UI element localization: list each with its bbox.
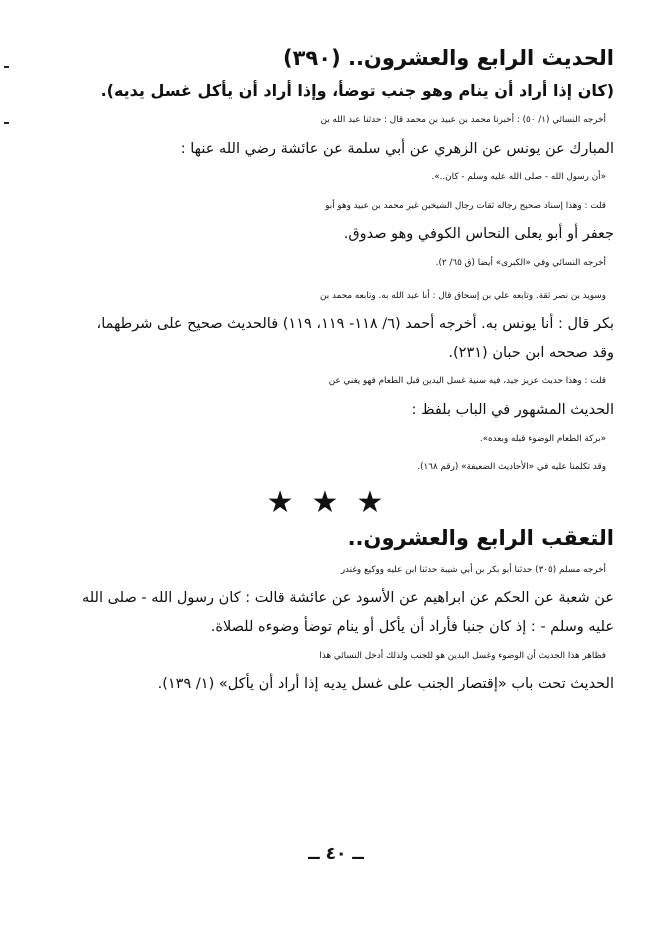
section-heading-taaqqub-24: التعقب الرابع والعشرون..	[347, 525, 614, 550]
text-line: الحديث المشهور في الباب بلفظ :	[411, 401, 614, 418]
paragraph-fiqh-note	[36, 367, 614, 424]
section-separator-stars: ★★★	[266, 484, 402, 520]
text-line: أخرجه مسلم (٣٠٥) حدثنا أبو بكر بن أبي شيبة حدثنا ابن عليه ووكيع وغندر	[340, 564, 606, 575]
text-line: وسويد بن نصر ثقة. وتابعه علي بن إسحاق قال : أنا عبد الله به. وتابعه محمد بن	[320, 290, 606, 301]
margin-mark-top	[4, 66, 9, 68]
hadith-quote: «بركة الطعام الوضوء قبله وبعده».	[479, 433, 606, 444]
paragraph-mutabaat	[36, 282, 614, 368]
paragraph-daifa-reference: وقد تكلمنا عليه في «الأحاديث الضعيفة» (رقم ١٦٨).	[417, 462, 606, 473]
hadith-title: (كان إذا أراد أن ينام وهو جنب توضأ، وإذا أراد أن يأكل غسل يديه).	[100, 81, 614, 100]
paragraph-muslim-takhrij	[36, 556, 614, 642]
paragraph-kubra: أخرجه النسائي وفي «الكبرى» أيضا (ق ٦٥/ ٢).	[435, 257, 606, 268]
text-line: المبارك عن يونس عن الزهري عن أبي سلمة عن عائشة رضي الله عنها :	[180, 140, 614, 157]
text-line: قلت : وهذا إسناد صحيح رجاله ثقات رجال الشيخين غير محمد بن عبيد وهو أبو	[325, 200, 606, 211]
text-line: الحديث تحت باب «إقتصار الجنب على غسل يديه إذا أراد أن يأكل» (١/ ١٣٩).	[157, 676, 614, 693]
text-line: وقد صححه ابن حبان (٢٣١).	[448, 344, 614, 361]
text-line: بكر قال : أنا يونس به. أخرجه أحمد (٦/ ١١٨- ١١٩، ١١٩) فالحديث صحيح على شرطهما،	[96, 316, 614, 333]
text-line: عليه وسلم - : إذ كان جنبا فأراد أن يأكل أو ينام توضأ وضوءه للصلاة.	[210, 618, 614, 635]
paragraph-isnad-comment	[36, 192, 614, 249]
page-content	[36, 40, 614, 699]
paragraph-conclusion	[36, 642, 614, 699]
text-line: أخرجه النسائي (١/ ٥٠) : أخبرنا محمد بن عبيد بن محمد قال : حدثنا عبد الله بن	[320, 115, 606, 125]
hadith-quote: «أن رسول الله - صلى الله عليه وسلم - كان..».	[431, 172, 606, 183]
text-line: فظاهر هذا الحديث أن الوضوء وغسل اليدين هو للجنب ولذلك أدخل النسائي هذا	[319, 650, 606, 661]
paragraph-takhrij-nasai	[36, 106, 614, 163]
text-line: جعفر أو أبو يعلى النحاس الكوفي وهو صدوق.	[343, 226, 614, 243]
page-number: ــ ٤٠ ــ	[308, 844, 364, 864]
section-heading-hadith-24: الحديث الرابع والعشرون.. (٣٩٠)	[283, 46, 614, 70]
text-line: عن شعبة عن الحكم عن ابراهيم عن الأسود عن عائشة قالت : كان رسول الله - صلى الله	[81, 590, 614, 607]
text-line: قلت : وهذا حديث عزيز جيد، فيه سنية غسل اليدين قبل الطعام فهو يغني عن	[328, 376, 606, 387]
margin-mark-middle	[4, 122, 9, 124]
